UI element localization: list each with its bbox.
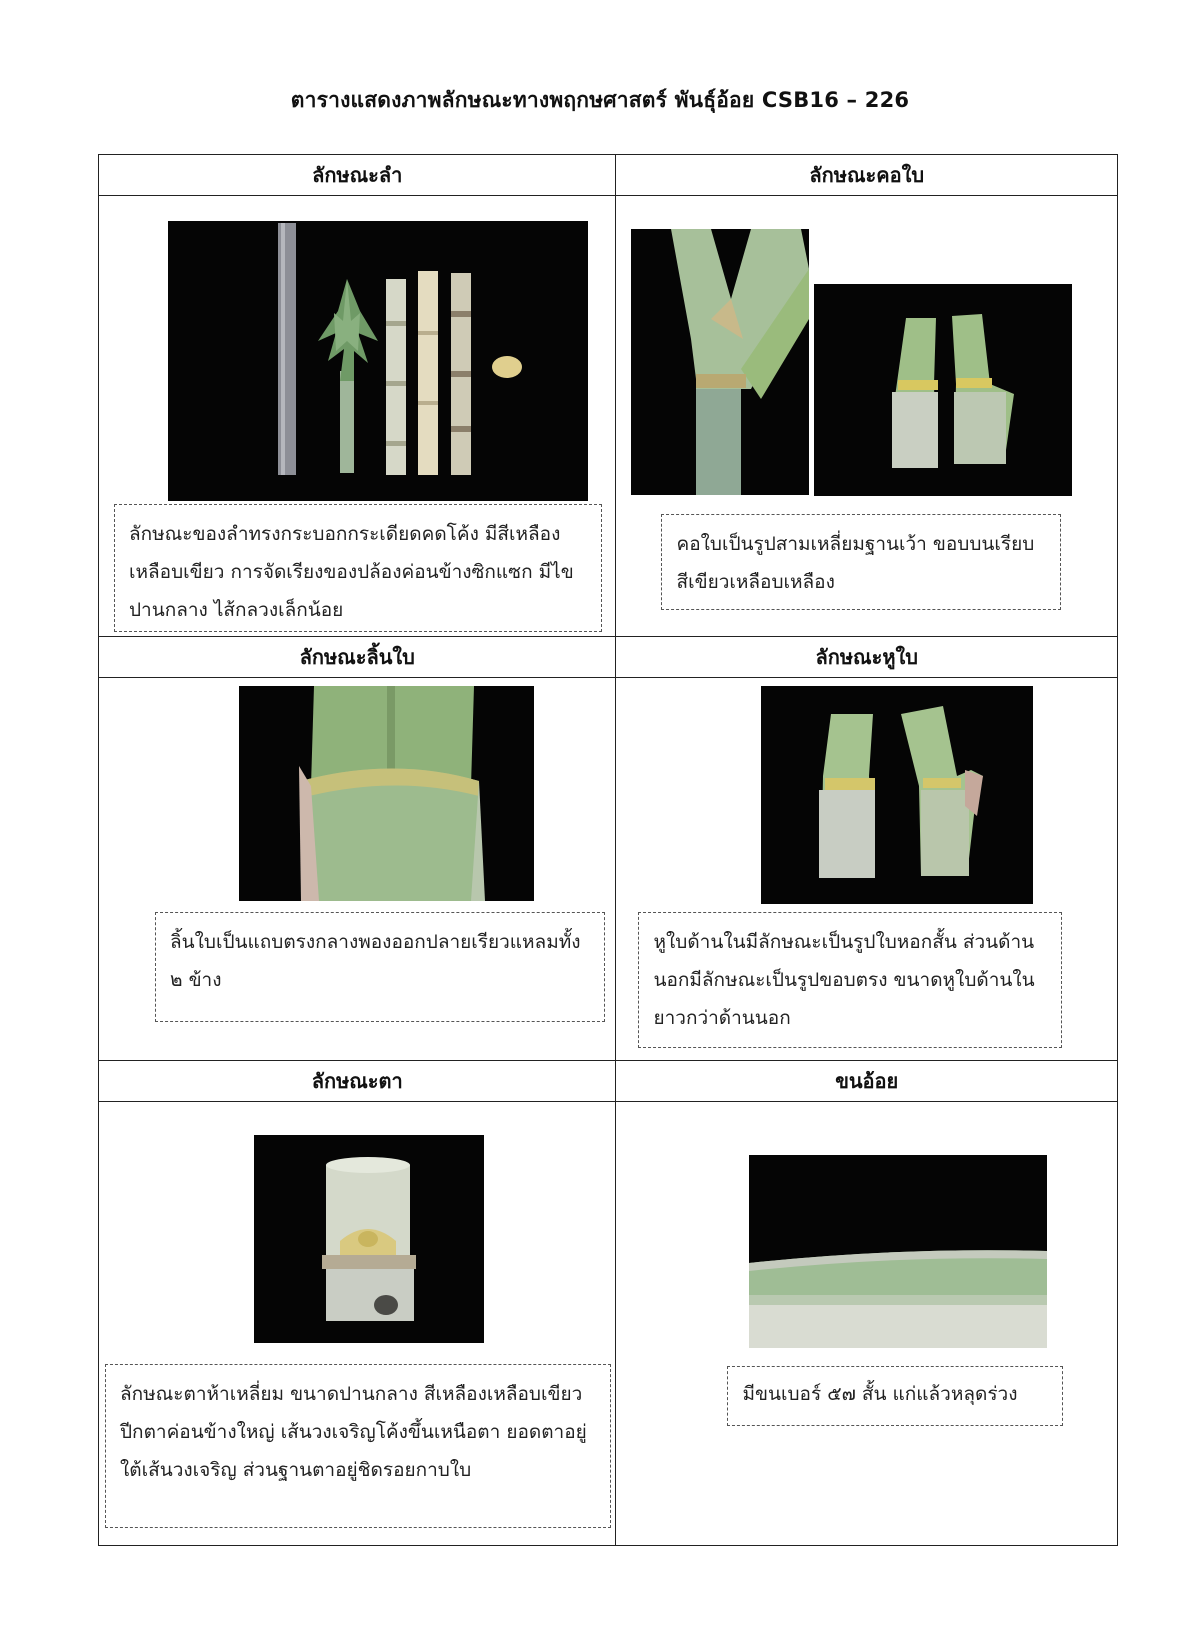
- hair-description: มีขนเบอร์ ๕๗ สั้น แก่แล้วหลุดร่วง: [727, 1366, 1063, 1426]
- header-bud: ลักษณะตา: [99, 1061, 616, 1102]
- hair-photo: [749, 1155, 1047, 1348]
- leaf-collar-photo-2: [814, 284, 1072, 496]
- header-stalk: ลักษณะลำ: [99, 155, 616, 196]
- stalk-photo: [168, 221, 588, 501]
- stalk-description: ลักษณะของลำทรงกระบอกกระเดียดคดโค้ง มีสีเหลืองเหลือบเขียว การจัดเรียงของปล้องค่อนข้างซิกแซก มีไขปานกลาง ไส้กลวงเล็กน้อย: [114, 504, 602, 632]
- bud-description: ลักษณะตาห้าเหลี่ยม ขนาดปานกลาง สีเหลืองเหลือบเขียว ปีกตาค่อนข้างใหญ่ เส้นวงเจริญโค้งขึ้นเหนือตา ยอดตาอยู่ใต้เส้นวงเจริญ ส่วนฐานตาอยู่ชิดรอยกาบใบ: [105, 1364, 611, 1528]
- bud-photo: [254, 1135, 484, 1343]
- auricle-photo: [761, 686, 1033, 904]
- auricle-description: หูใบด้านในมีลักษณะเป็นรูปใบหอกสั้น ส่วนด้านนอกมีลักษณะเป็นรูปขอบตรง ขนาดหูใบด้านในยาวกว่าด้านนอก: [638, 912, 1062, 1048]
- ligule-description: ลิ้นใบเป็นแถบตรงกลางพองออกปลายเรียวแหลมทั้ง ๒ ข้าง: [155, 912, 605, 1022]
- header-ligule: ลักษณะลิ้นใบ: [99, 637, 616, 678]
- leaf-collar-description: คอใบเป็นรูปสามเหลี่ยมฐานเว้า ขอบบนเรียบ สีเขียวเหลือบเหลือง: [661, 514, 1061, 610]
- header-hair: ขนอ้อย: [616, 1061, 1118, 1102]
- characteristics-table: [98, 154, 1118, 1546]
- header-leaf-collar: ลักษณะคอใบ: [616, 155, 1118, 196]
- ligule-photo: [239, 686, 534, 901]
- leaf-collar-photo-1: [631, 229, 809, 495]
- header-auricle: ลักษณะหูใบ: [616, 637, 1118, 678]
- page-title: ตารางแสดงภาพลักษณะทางพฤกษศาสตร์ พันธุ์อ้อย CSB16 – 226: [290, 88, 910, 112]
